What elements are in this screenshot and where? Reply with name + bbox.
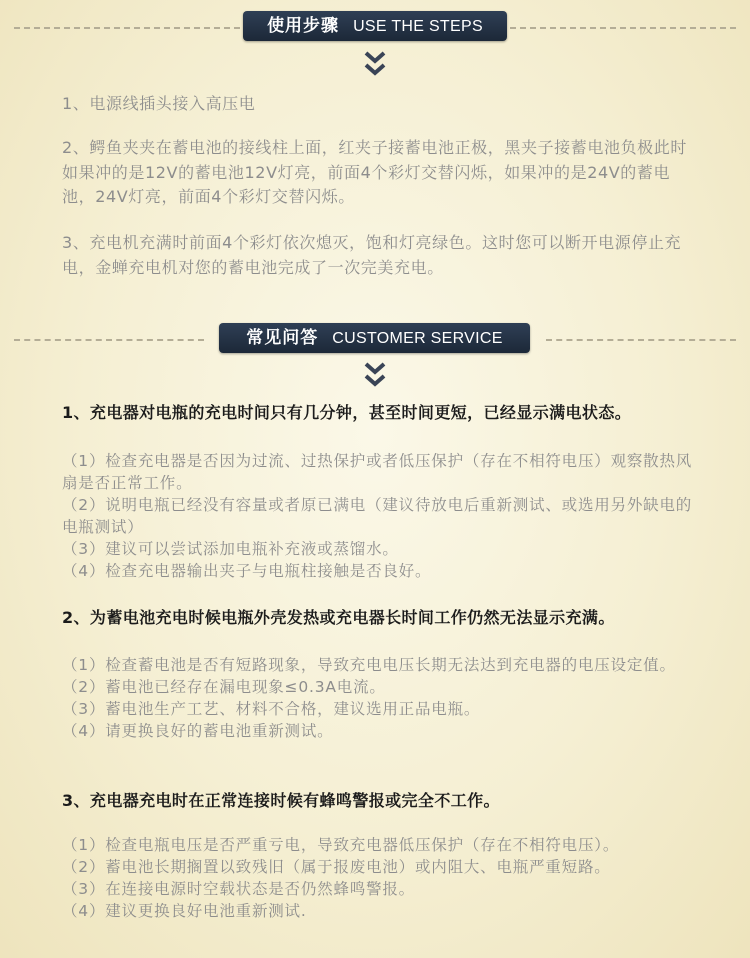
faq-question-2: 2、为蓄电池充电时候电瓶外壳发热或充电器长时间工作仍然无法显示充满。 bbox=[62, 608, 615, 627]
steps-section-header bbox=[0, 11, 750, 45]
steps-title-cn: 使用步骤 bbox=[267, 16, 340, 36]
faq-answer: （1）检查电瓶电压是否严重亏电，导致充电器低压保护（存在不相符电压）。 bbox=[62, 836, 620, 854]
divider-line bbox=[510, 27, 736, 29]
step-2: 2、鳄鱼夹夹在蓄电池的接线柱上面，红夹子接蓄电池正极，黑夹子接蓄电池负极此时如果冲的是12V的蓄电池12V灯亮，前面4个彩灯交替闪烁，如果冲的是24V的蓄电池，24V灯亮，前面4个彩灯交替闪烁。 bbox=[62, 138, 687, 206]
faq-answer: （4）请更换良好的蓄电池重新测试。 bbox=[62, 722, 334, 740]
chevron-down-icon bbox=[363, 361, 387, 389]
faq-answer: （1）检查蓄电池是否有短路现象，导致充电电压长期无法达到充电器的电压设定值。 bbox=[62, 656, 676, 674]
faq-question-3: 3、充电器充电时在正常连接时候有蜂鸣警报或完全不工作。 bbox=[62, 791, 500, 810]
faq-title-badge bbox=[219, 323, 530, 353]
faq-answers-2 bbox=[62, 654, 702, 742]
faq-answer: （3）在连接电源时空载状态是否仍然蜂鸣警报。 bbox=[62, 880, 415, 898]
chevron-down-icon bbox=[363, 50, 387, 78]
step-1: 1、电源线插头接入高压电 bbox=[62, 94, 256, 113]
faq-answer: （2）蓄电池已经存在漏电现象≤0.3A电流。 bbox=[62, 678, 386, 696]
faq-answers-3 bbox=[62, 834, 702, 922]
faq-answer: （2）说明电瓶已经没有容量或者原已满电（建议待放电后重新测试、或选用另外缺电的电瓶测试） bbox=[62, 496, 693, 536]
divider-line bbox=[14, 339, 204, 341]
faq-answer: （1）检查充电器是否因为过流、过热保护或者低压保护（存在不相符电压）观察散热风扇是否正常工作。 bbox=[62, 452, 693, 492]
faq-answers-1 bbox=[62, 450, 702, 582]
faq-answer: （4）建议更换良好电池重新测试. bbox=[62, 902, 307, 920]
divider-line bbox=[14, 27, 240, 29]
faq-answer: （3）建议可以尝试添加电瓶补充液或蒸馏水。 bbox=[62, 540, 399, 558]
step-3: 3、充电机充满时前面4个彩灯依次熄灭，饱和灯亮绿色。这时您可以断开电源停止充电，金蝉充电机对您的蓄电池完成了一次完美充电。 bbox=[62, 233, 682, 277]
faq-answer: （3）蓄电池生产工艺、材料不合格，建议选用正品电瓶。 bbox=[62, 700, 481, 718]
divider-line bbox=[546, 339, 736, 341]
faq-answer: （4）检查充电器输出夹子与电瓶柱接触是否良好。 bbox=[62, 562, 432, 580]
faq-section-header bbox=[0, 323, 750, 357]
faq-title-en: CUSTOMER SERVICE bbox=[332, 330, 503, 347]
faq-question-1: 1、充电器对电瓶的充电时间只有几分钟，甚至时间更短，已经显示满电状态。 bbox=[62, 403, 632, 422]
steps-title-en: USE THE STEPS bbox=[353, 18, 483, 35]
faq-answer: （2）蓄电池长期搁置以致残旧（属于报废电池）或内阻大、电瓶严重短路。 bbox=[62, 858, 611, 876]
steps-title-badge bbox=[243, 11, 507, 41]
faq-title-cn: 常见问答 bbox=[246, 328, 319, 348]
